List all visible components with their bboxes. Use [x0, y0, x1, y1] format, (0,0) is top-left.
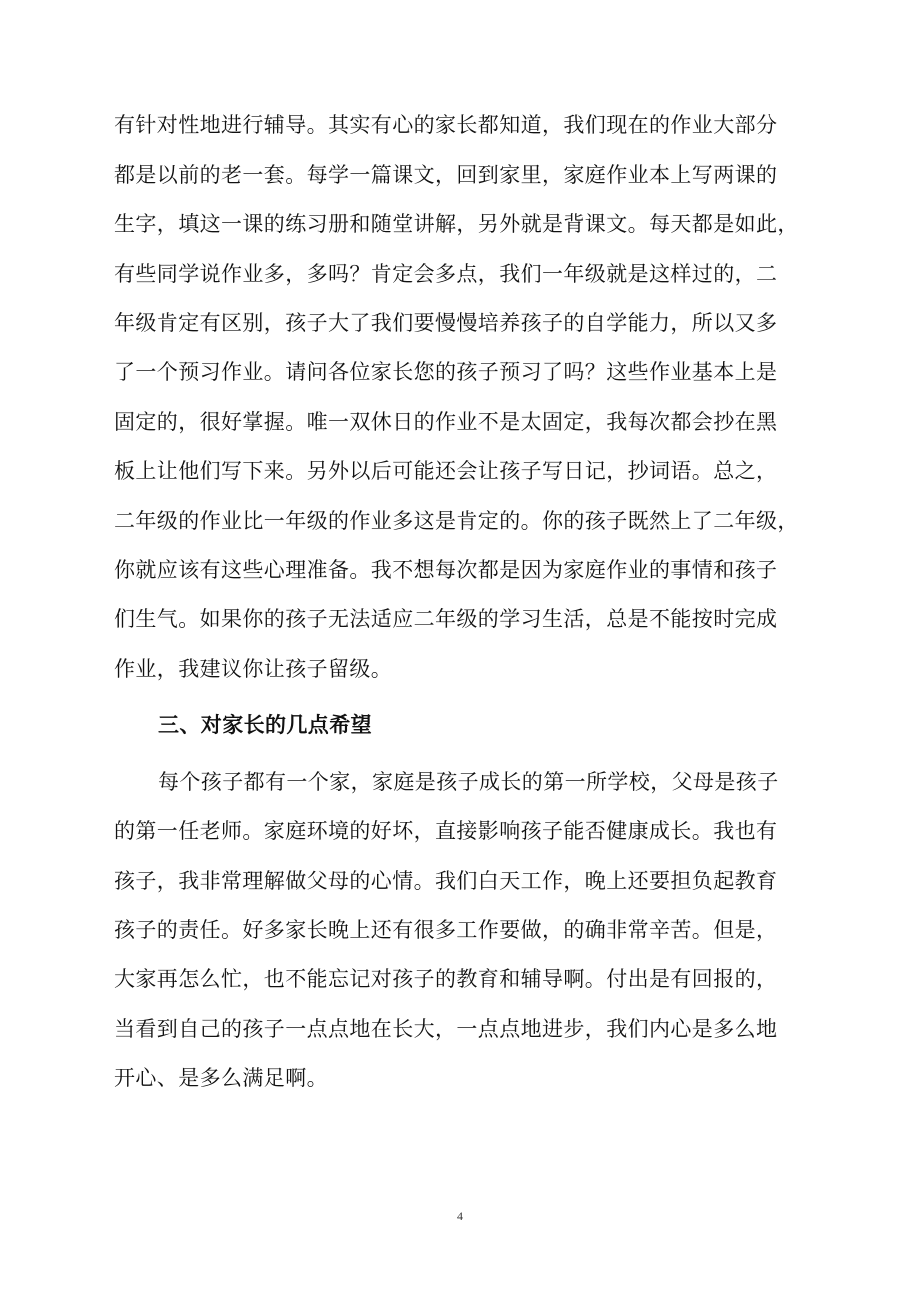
paragraph-line: 当看到自己的孩子一点点地在长大，一点点地进步，我们内心是多么地 — [114, 1017, 778, 1041]
paragraph-line: 的第一任老师。家庭环境的好坏，直接影响孩子能否健康成长。我也有 — [114, 819, 778, 843]
paragraph-line: 你就应该有这些心理准备。我不想每次都是因为家庭作业的事情和孩子 — [114, 558, 778, 582]
paragraph-line: 有针对性地进行辅导。其实有心的家长都知道，我们现在的作业大部分 — [114, 113, 778, 137]
paragraph-line: 孩子，我非常理解做父母的心情。我们白天工作，晚上还要担负起教育 — [114, 869, 778, 893]
paragraph-line: 每个孩子都有一个家，家庭是孩子成长的第一所学校，父母是孩子 — [158, 770, 779, 794]
paragraph-line: 有些同学说作业多，多吗？肯定会多点，我们一年级就是这样过的，二 — [114, 262, 778, 286]
paragraph-line: 二年级的作业比一年级的作业多这是肯定的。你的孩子既然上了二年级， — [114, 509, 799, 533]
paragraph-line: 板上让他们写下来。另外以后可能还会让孩子写日记，抄词语。总之， — [114, 459, 778, 483]
paragraph-line: 都是以前的老一套。每学一篇课文，回到家里，家庭作业本上写两课的 — [114, 163, 778, 187]
paragraph-line: 大家再怎么忙，也不能忘记对孩子的教育和辅导啊。付出是有回报的， — [114, 967, 778, 991]
paragraph-line: 开心、是多么满足啊。 — [114, 1066, 328, 1090]
paragraph-line: 生字，填这一课的练习册和随堂讲解，另外就是背课文。每天都是如此， — [114, 212, 799, 236]
paragraph-line: 作业，我建议你让孩子留级。 — [114, 657, 393, 681]
paragraph-line: 了一个预习作业。请问各位家长您的孩子预习了吗？这些作业基本上是 — [114, 360, 778, 384]
page-number: 4 — [457, 1209, 463, 1223]
paragraph-line: 孩子的责任。好多家长晚上还有很多工作要做，的确非常辛苦。但是， — [114, 918, 778, 942]
paragraph-line: 年级肯定有区别，孩子大了我们要慢慢培养孩子的自学能力，所以又多 — [114, 311, 778, 335]
paragraph-line: 固定的，很好掌握。唯一双休日的作业不是太固定，我每次都会抄在黑 — [114, 410, 778, 434]
section-heading: 三、对家长的几点希望 — [158, 712, 372, 737]
paragraph-line: 们生气。如果你的孩子无法适应二年级的学习生活，总是不能按时完成 — [114, 607, 778, 631]
